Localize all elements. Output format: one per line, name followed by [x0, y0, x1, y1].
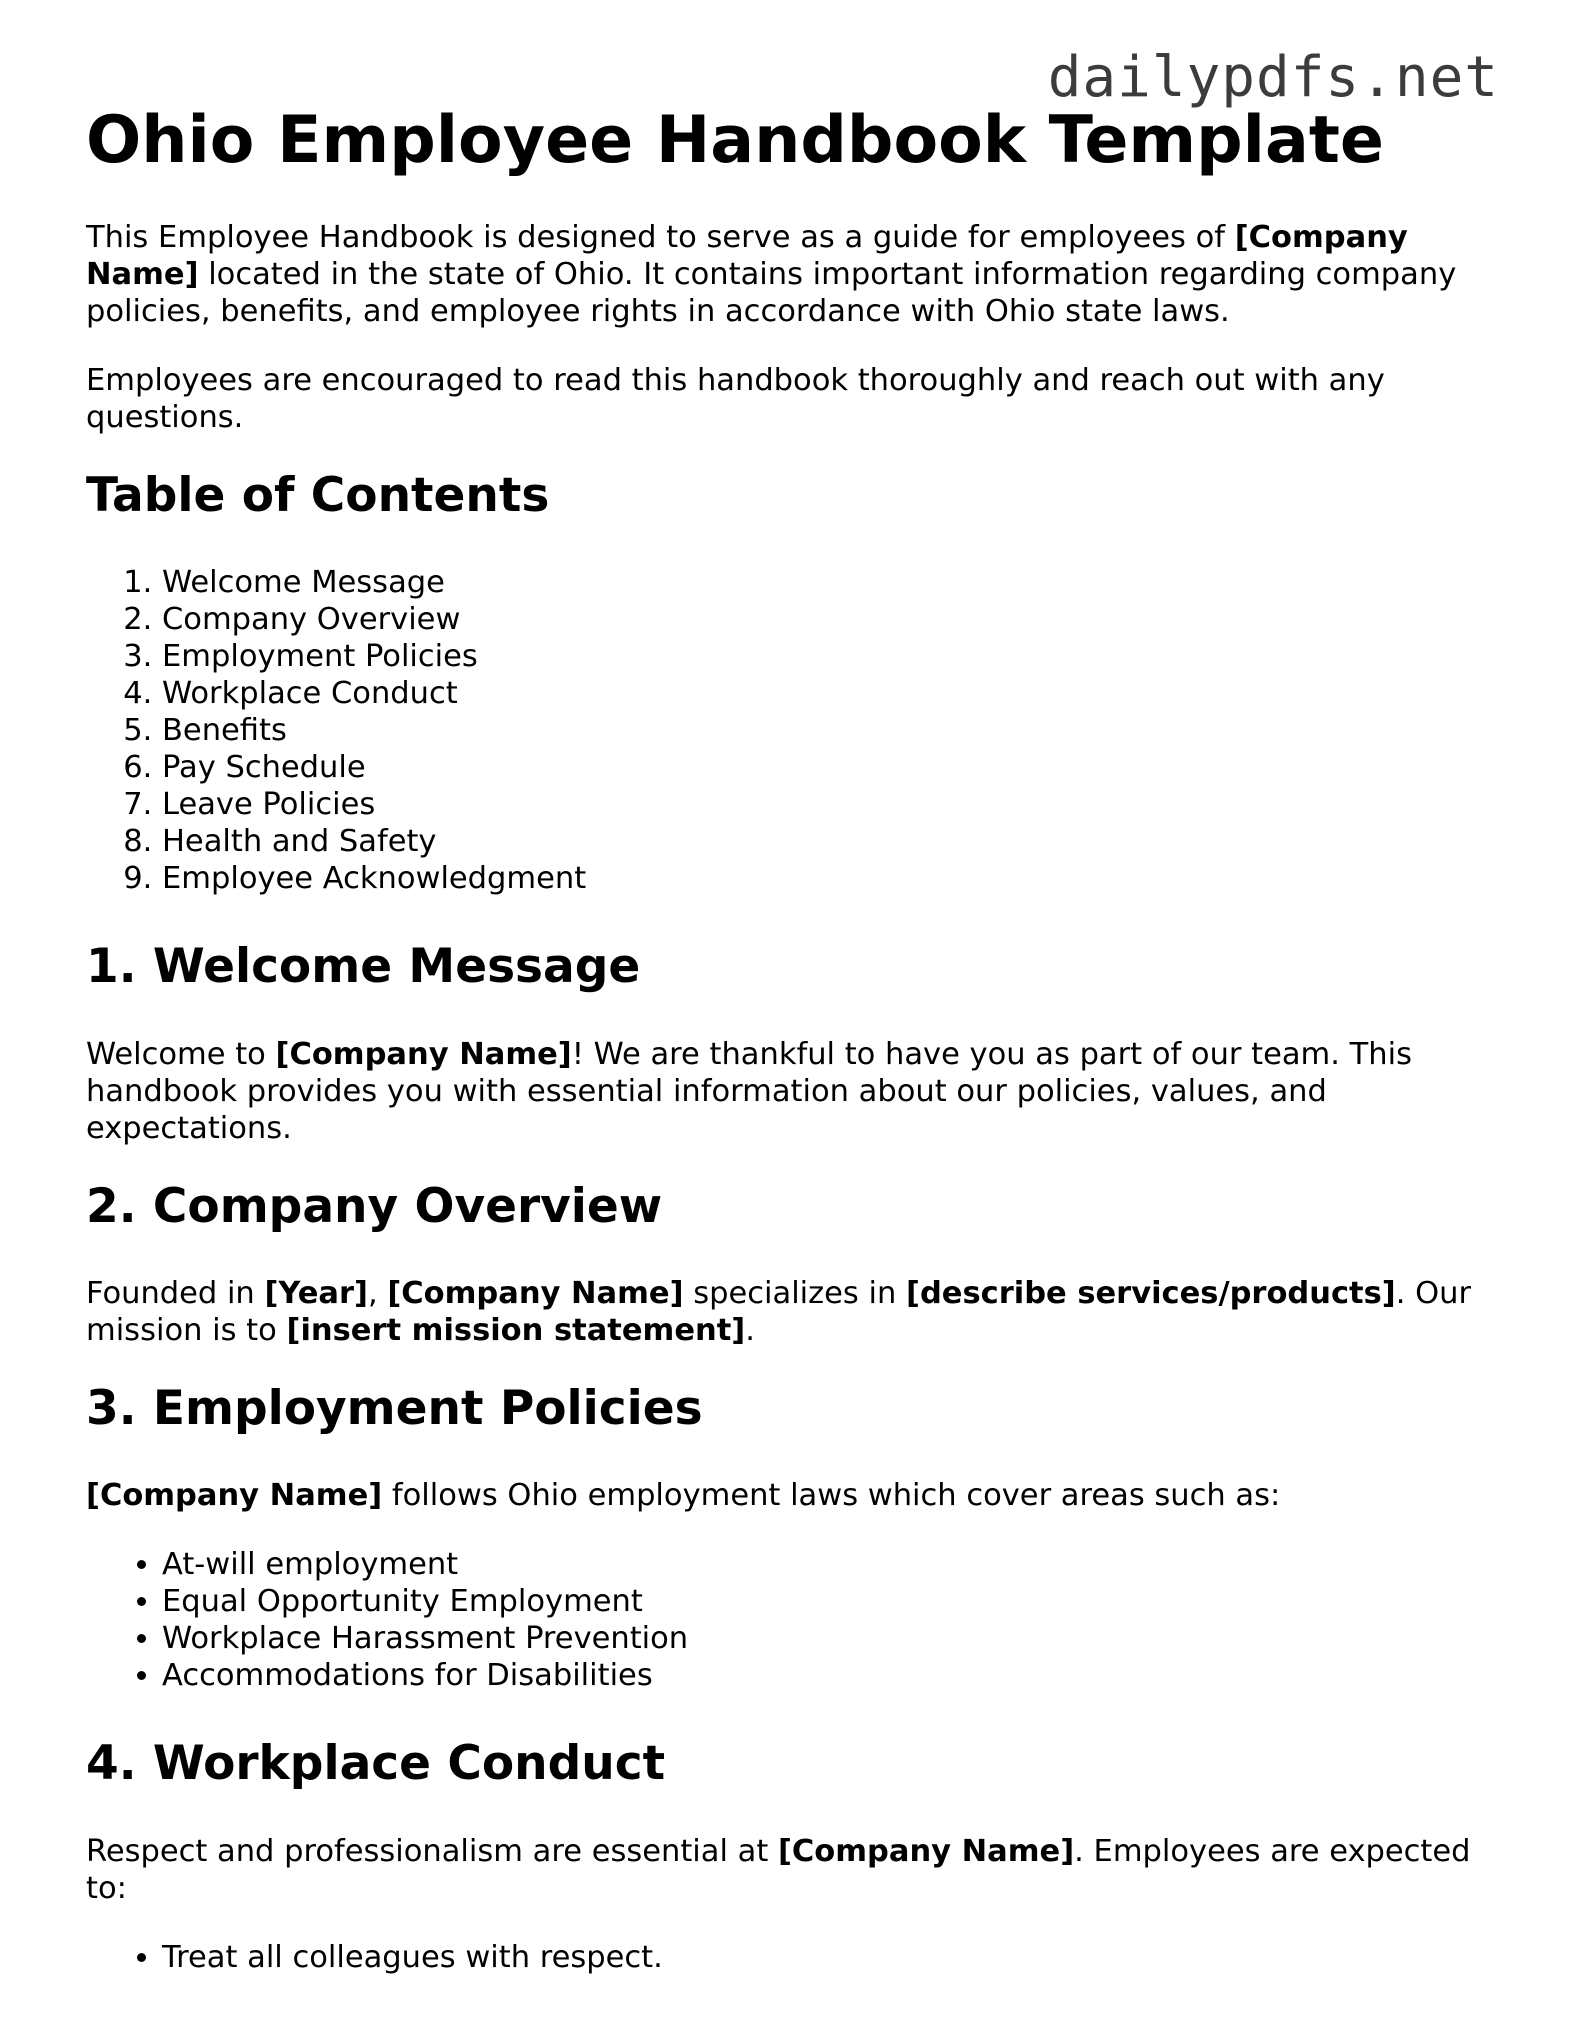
toc-item: 6. Pay Schedule — [162, 749, 1486, 786]
toc-item: 2. Company Overview — [162, 601, 1486, 638]
conduct-heading: 4. Workplace Conduct — [86, 1736, 666, 1792]
toc-item: 3. Employment Policies — [162, 638, 1486, 675]
intro-paragraph-1: This Employee Handbook is designed to serve as a guide for employees of [Company Name] located in the state of Ohio. It contains important information regarding company policies, benefits, and employee rights in accordance with Ohio state laws. — [86, 219, 1457, 329]
toc-item: 5. Benefits — [162, 712, 1486, 749]
company-name-placeholder: [Company Name] — [86, 1478, 383, 1514]
policies-list — [86, 1546, 1486, 1694]
company-name-placeholder: [Company Name] — [387, 1275, 684, 1311]
conduct-list — [86, 1939, 1486, 1976]
toc-item: 8. Health and Safety — [162, 823, 1486, 860]
list-item: • At-will employment — [162, 1546, 1486, 1583]
document-title: Ohio Employee Handbook Template — [86, 103, 1384, 178]
overview-paragraph: Founded in [Year], [Company Name] specializes in [describe services/products]. Our mission is to [insert mission statement]. — [86, 1275, 1472, 1348]
list-item: • Treat all colleagues with respect. — [162, 1939, 1486, 1976]
list-item: • Workplace Harassment Prevention — [162, 1620, 1486, 1657]
toc-heading: Table of Contents — [86, 467, 550, 523]
list-item: • Equal Opportunity Employment — [162, 1583, 1486, 1620]
document-page — [86, 104, 1486, 2018]
toc-list — [86, 564, 1486, 897]
year-placeholder: [Year] — [264, 1275, 368, 1311]
toc-item: 9. Employee Acknowledgment — [162, 860, 1486, 897]
company-name-placeholder: [Company Name] — [777, 1833, 1075, 1869]
company-name-placeholder: [Company Name] — [86, 219, 1408, 292]
toc-item: 4. Workplace Conduct — [162, 675, 1486, 712]
intro-paragraph-2: Employees are encouraged to read this handbook thoroughly and reach out with any questions. — [86, 362, 1385, 435]
policies-paragraph: [Company Name] follows Ohio employment laws which cover areas such as: — [86, 1478, 1281, 1514]
mission-placeholder: [insert mission statement] — [286, 1312, 746, 1348]
watermark: dailypdfs.net — [1047, 45, 1499, 110]
overview-heading: 2. Company Overview — [86, 1178, 663, 1234]
services-placeholder: [describe services/products] — [906, 1275, 1396, 1311]
list-item: • Accommodations for Disabilities — [162, 1657, 1486, 1694]
toc-item: 1. Welcome Message — [162, 564, 1486, 601]
company-name-placeholder: [Company Name] — [275, 1036, 572, 1072]
policies-heading: 3. Employment Policies — [86, 1380, 703, 1436]
welcome-heading: 1. Welcome Message — [86, 939, 641, 995]
conduct-paragraph: Respect and professionalism are essential at [Company Name]. Employees are expected to: — [86, 1833, 1471, 1906]
welcome-paragraph: Welcome to [Company Name]! We are thankful to have you as part of our team. This handbook provides you with essential information about our policies, values, and expectations. — [86, 1036, 1412, 1146]
toc-item: 7. Leave Policies — [162, 786, 1486, 823]
